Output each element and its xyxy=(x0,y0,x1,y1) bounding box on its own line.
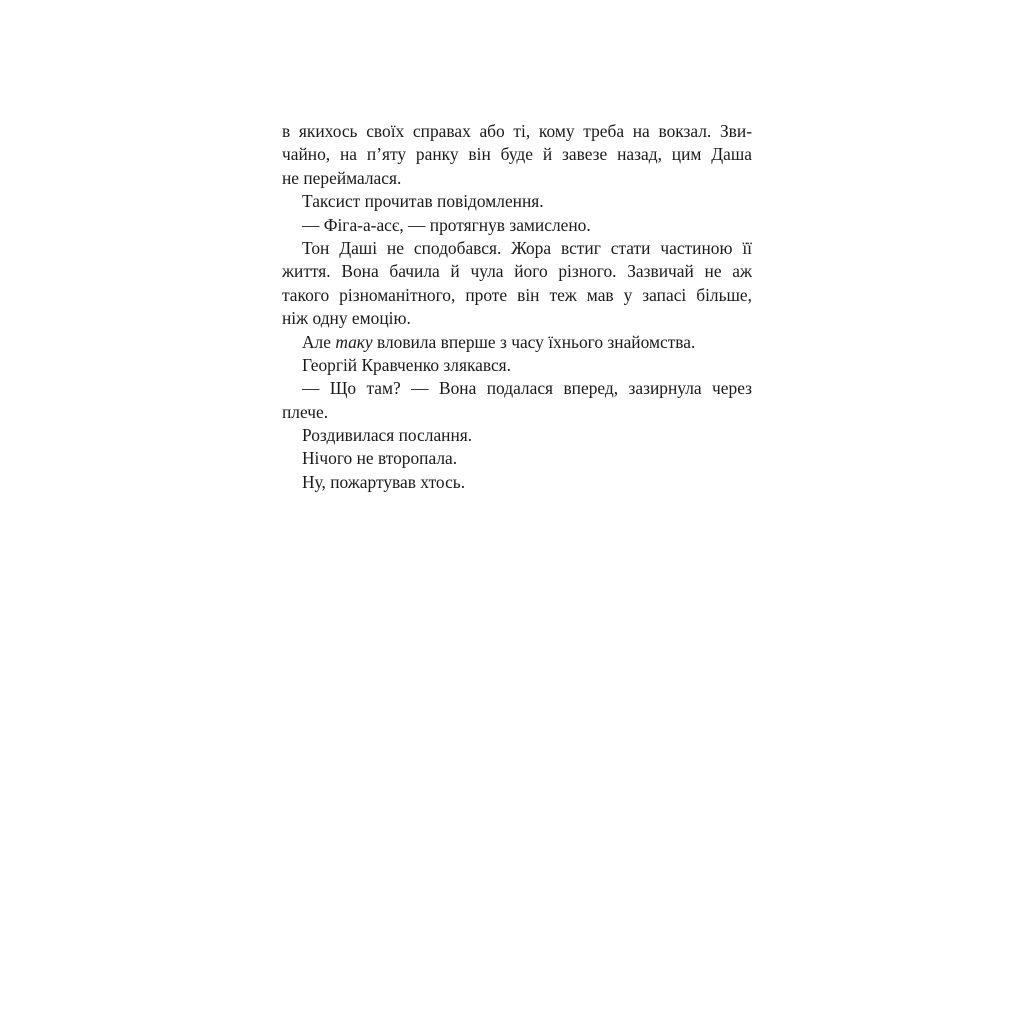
text-line: ніж одну емоцію. xyxy=(282,308,411,329)
paragraph-line: Нічого не второпала. xyxy=(302,448,458,469)
text-line: не переймалася. xyxy=(282,167,402,188)
text-line: плече. xyxy=(282,401,329,422)
text-line: життя. Вона бачила й чула його різного. Зазвичай не аж xyxy=(282,261,752,282)
text-line: такого різноманітного, проте він теж мав у запасі більше, xyxy=(282,284,752,305)
paragraph-line: Таксист прочитав повідомлення. xyxy=(302,191,544,212)
text-segment: Але xyxy=(302,331,336,352)
paragraph-line xyxy=(282,331,752,354)
dialogue-line: — Фіга-а-асє, — протягнув замислено. xyxy=(302,214,591,235)
paragraph-line: Роздивилася послання. xyxy=(302,425,473,446)
paragraph-line: Ну, пожартував хтось. xyxy=(302,471,466,492)
text-segment: вловила вперше з часу їхнього знайомства. xyxy=(372,331,696,352)
text-line: в якихось своїх справах або ті, кому треба на вокзал. Зви- xyxy=(282,121,752,141)
dialogue-line: — Що там? — Вона подалася вперед, зазирнула через xyxy=(302,378,752,399)
paragraph-line: Георгій Кравченко злякався. xyxy=(302,354,512,375)
body-text xyxy=(282,120,752,494)
italic-emphasis: таку xyxy=(335,331,373,352)
text-line: чайно, на п’яту ранку він буде й завезе назад, цим Даша xyxy=(282,144,752,165)
paragraph-line: Тон Даші не сподобався. Жора встиг стати частиною її xyxy=(302,237,752,258)
